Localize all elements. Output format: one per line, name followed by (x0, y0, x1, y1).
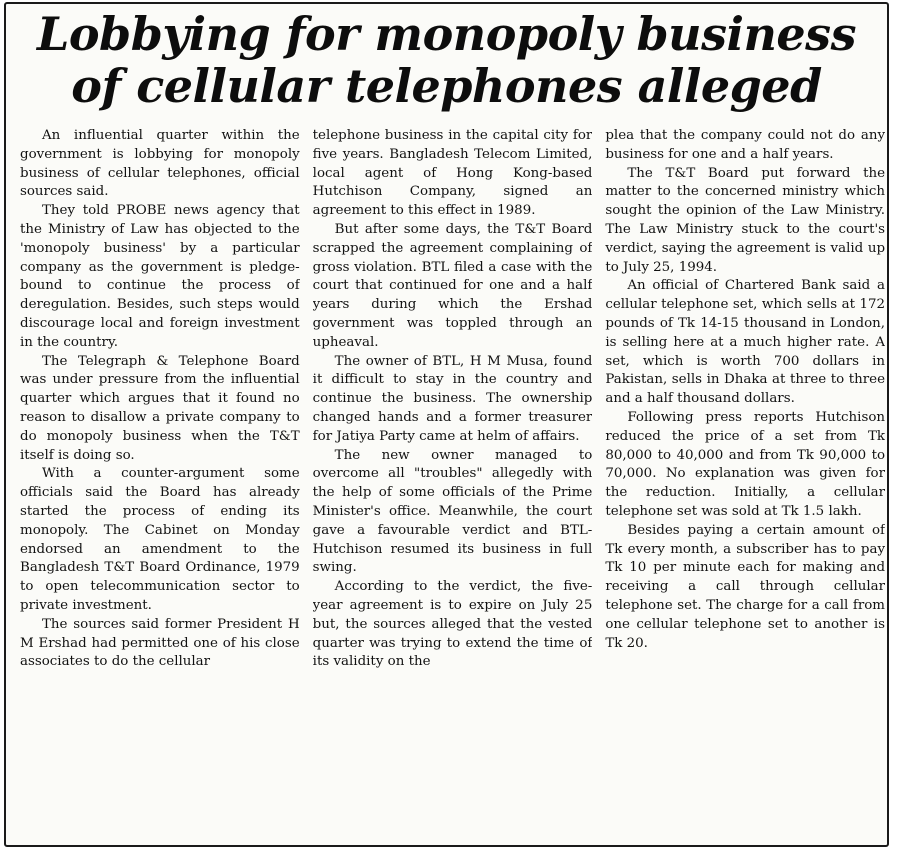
headline-line-1: Lobbying for monopoly business (37, 7, 856, 61)
headline (6, 4, 887, 112)
article-paragraph: But after some days, the T&T Board scrapped the agreement complaining of gross violation. BTL filed a case with the court that continued for one and a half years during which the Ershad government was toppled through an upheaval. (312, 221, 593, 350)
headline-line-2: of cellular telephones alleged (71, 59, 822, 113)
article-paragraph: The Telegraph & Telephone Board was under pressure from the influential quarter which argues that it found no reason to disallow a private company to do monopoly business when the T&T itself is doing so. (20, 353, 300, 463)
article-paragraph: The T&T Board put forward the matter to the concerned ministry which sought the opinion of the Law Ministry. The Law Ministry stuck to the court's verdict, saying the agreement is valid up to July 25, 1994. (605, 165, 886, 275)
article-paragraph: According to the verdict, the five-year agreement is to expire on July 25 but, the sources alleged that the vested quarter was trying to extend the time of its validity on the (312, 579, 593, 670)
article-body (20, 127, 885, 842)
article-paragraph: The owner of BTL, H M Musa, found it difficult to stay in the country and continue the business. The ownership changed hands and a former treasurer for Jatiya Party came at helm of affairs. (312, 353, 593, 444)
article-paragraph: An influential quarter within the government is lobbying for monopoly business of cellular telephones, official sources said. (20, 128, 300, 200)
article-column-3 (605, 127, 885, 842)
article-column-1 (20, 127, 300, 842)
article-paragraph: With a counter-argument some officials said the Board has already started the process of ending its monopoly. The Cabinet on Monday endorsed an amendment to the Bangladesh T&T Board Ordinance, 1979 to open telecommunication sector to private investment. (20, 466, 300, 613)
article-paragraph: Besides paying a certain amount of Tk every month, a subscriber has to pay Tk 10 per minute each for making and receiving a call through cellular telephone set. The charge for a call from one cellular telephone set to another is Tk 20. (605, 522, 886, 651)
article-paragraph: They told PROBE news agency that the Ministry of Law has objected to the 'monopoly business' by a particular company as the government is pledge-bound to continue the process of deregulation. Besides, such steps would discourage local and foreign investment in the country. (20, 203, 300, 350)
article-paragraph: telephone business in the capital city for five years. Bangladesh Telecom Limited, local agent of Hong Kong-based Hutchison Company, signed an agreement to this effect in 1989. (312, 128, 593, 219)
article-paragraph: The sources said former President H M Ershad had permitted one of his close associates to do the cellular (20, 616, 300, 670)
article-paragraph: plea that the company could not do any business for one and a half years. (605, 128, 886, 162)
article-column-2 (313, 127, 593, 842)
article-paragraph: The new owner managed to overcome all "troubles" allegedly with the help of some officials of the Prime Minister's office. Meanwhile, the court gave a favourable verdict and BTL-Hutchison resumed its business in full swing. (312, 447, 593, 576)
article-paragraph: An official of Chartered Bank said a cellular telephone set, which sells at 172 pounds of Tk 14-15 thousand in London, is selling here at a much higher rate. A set, which is worth 700 dollars in Pakistan, sells in Dhaka at three to three and a half thousand dollars. (605, 278, 886, 407)
news-clipping (4, 2, 889, 847)
article-paragraph: Following press reports Hutchison reduced the price of a set from Tk 80,000 to 40,000 and from Tk 90,000 to 70,000. No explanation was given for the reduction. Initially, a cellular telephone set was sold at Tk 1.5 lakh. (605, 409, 886, 519)
